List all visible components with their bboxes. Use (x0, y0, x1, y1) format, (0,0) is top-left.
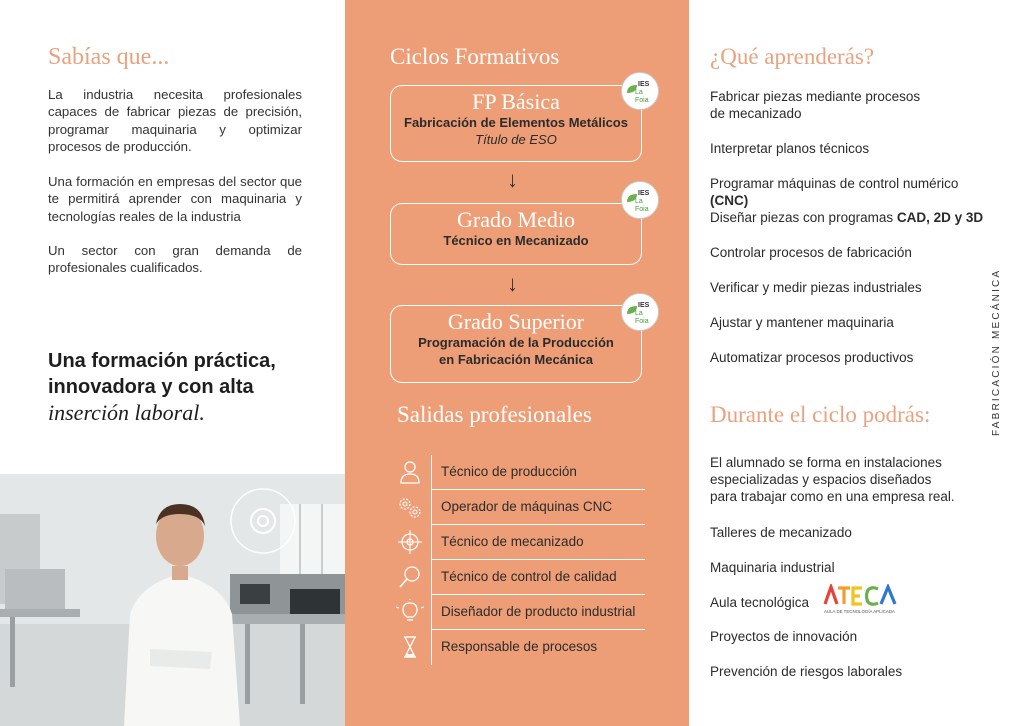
vertical-section-label: FABRICACIÓN MECÁNICA (991, 268, 1002, 436)
during-intro-line-3: para trabajar como en una empresa real. (710, 489, 955, 504)
learn-item-text: Diseñar piezas con programas (710, 210, 897, 225)
ateca-logo (822, 584, 902, 621)
salida-item (393, 560, 645, 595)
badge-bottom-text: La Foia (635, 89, 649, 104)
learn-item-bold: CAD, 2D y 3D (896, 210, 984, 225)
arrow-down-icon: ↓ (507, 167, 518, 192)
badge-top-text: IES (638, 190, 650, 197)
learn-item (710, 175, 995, 209)
headline-line-1: Una formación práctica, (48, 350, 276, 372)
left-panel (0, 0, 345, 726)
intro-paragraph-3: Un sector con gran demanda de profesionales cualificados. (48, 243, 302, 276)
during-item: Prevención de riesgos laborales (710, 664, 903, 679)
cycle-name-line-2: en Fabricación Mecánica (439, 352, 593, 367)
during-item: Talleres de mecanizado (710, 525, 852, 540)
during-item: Maquinaria industrial (710, 560, 835, 575)
ies-la-foia-badge-2 (621, 181, 659, 219)
salida-item (393, 525, 645, 560)
person-icon (393, 459, 427, 485)
during-intro (710, 454, 995, 505)
cycle-title: FP Básica (472, 89, 560, 114)
ateca-subtitle: AULA DE TECNOLOGÍA APLICADA (824, 609, 895, 614)
badge-bottom-text: La Foia (635, 198, 649, 213)
salida-label: Técnico de control de calidad (441, 569, 617, 584)
salida-item (393, 490, 645, 525)
badge-top-text: IES (638, 81, 650, 88)
learn-item-bold: (CNC) (710, 193, 749, 208)
hourglass-icon (393, 634, 427, 660)
salida-label: Operador de máquinas CNC (441, 499, 613, 514)
learn-item: Verificar y medir piezas industriales (710, 280, 922, 295)
learn-title: ¿Qué aprenderás? (710, 44, 875, 69)
during-intro-line-2: especializadas y espacios diseñados (710, 472, 932, 487)
salidas-title: Salidas profesionales (397, 402, 592, 427)
ies-la-foia-badge-3 (621, 293, 659, 331)
during-intro-line-1: El alumnado se forma en instalaciones (710, 455, 942, 470)
learn-item: Interpretar planos técnicos (710, 141, 870, 156)
salida-label: Técnico de producción (441, 464, 577, 479)
during-title: Durante el ciclo podrás: (710, 402, 931, 427)
headline-line-2: innovadora y con alta (48, 376, 254, 398)
cycle-grado-medio (390, 203, 642, 265)
ateca-logo-graphic (822, 584, 902, 616)
cycle-title: Grado Superior (447, 309, 585, 334)
salida-label: Diseñador de producto industrial (441, 604, 636, 619)
learn-item-line-1: Fabricar piezas mediante procesos (710, 89, 921, 104)
cycle-fp-basica (390, 85, 642, 162)
ies-la-foia-badge-1 (621, 72, 659, 110)
learn-item (710, 209, 995, 226)
salida-item (393, 455, 645, 490)
salida-label: Técnico de mecanizado (441, 534, 584, 549)
cycle-name-line-1: Programación de la Producción (418, 335, 614, 350)
cycle-subtitle: Título de ESO (475, 132, 557, 147)
intro-paragraph-1: La industria necesita profesionales capaces de fabricar piezas de precisión, programar maquinaria y optimizar procesos de producción. (48, 87, 302, 155)
learn-item: Automatizar procesos productivos (710, 350, 914, 365)
magnifier-icon (393, 564, 427, 590)
during-item: Aula tecnológica (710, 595, 810, 610)
target-icon (393, 529, 427, 555)
headline (48, 348, 338, 426)
workshop-photo (0, 474, 345, 726)
badge-bottom-text: La Foia (635, 310, 649, 325)
learn-item-line-2: de mecanizado (710, 106, 802, 121)
arrow-down-icon: ↓ (507, 271, 518, 296)
badge-top-text: IES (638, 302, 650, 309)
cycle-name: Técnico en Mecanizado (443, 233, 589, 248)
middle-panel (345, 0, 689, 726)
cycle-grado-superior (390, 305, 642, 383)
cycle-name: Fabricación de Elementos Metálicos (404, 115, 628, 130)
learn-item: Ajustar y mantener maquinaria (710, 315, 894, 330)
ciclos-title: Ciclos Formativos (390, 44, 560, 69)
salida-label: Responsable de procesos (441, 639, 598, 654)
learn-item: Controlar procesos de fabricación (710, 245, 912, 260)
intro-paragraph-2: Una formación en empresas del sector que te permitirá aprender con maquinaria y tecnologías reales de la industria (48, 174, 302, 224)
during-item: Proyectos de innovación (710, 629, 858, 644)
lightbulb-icon (393, 599, 427, 625)
learn-item (710, 88, 995, 122)
learn-item-text: Programar máquinas de control numérico (710, 176, 959, 191)
right-panel (689, 0, 1024, 726)
workshop-illustration (0, 474, 345, 726)
sabias-que-title: Sabías que... (48, 44, 170, 70)
headline-italic: inserción laboral. (48, 400, 205, 425)
salida-item (393, 595, 645, 630)
gears-icon (393, 494, 427, 520)
salida-item (393, 630, 645, 665)
cycle-title: Grado Medio (457, 207, 575, 232)
